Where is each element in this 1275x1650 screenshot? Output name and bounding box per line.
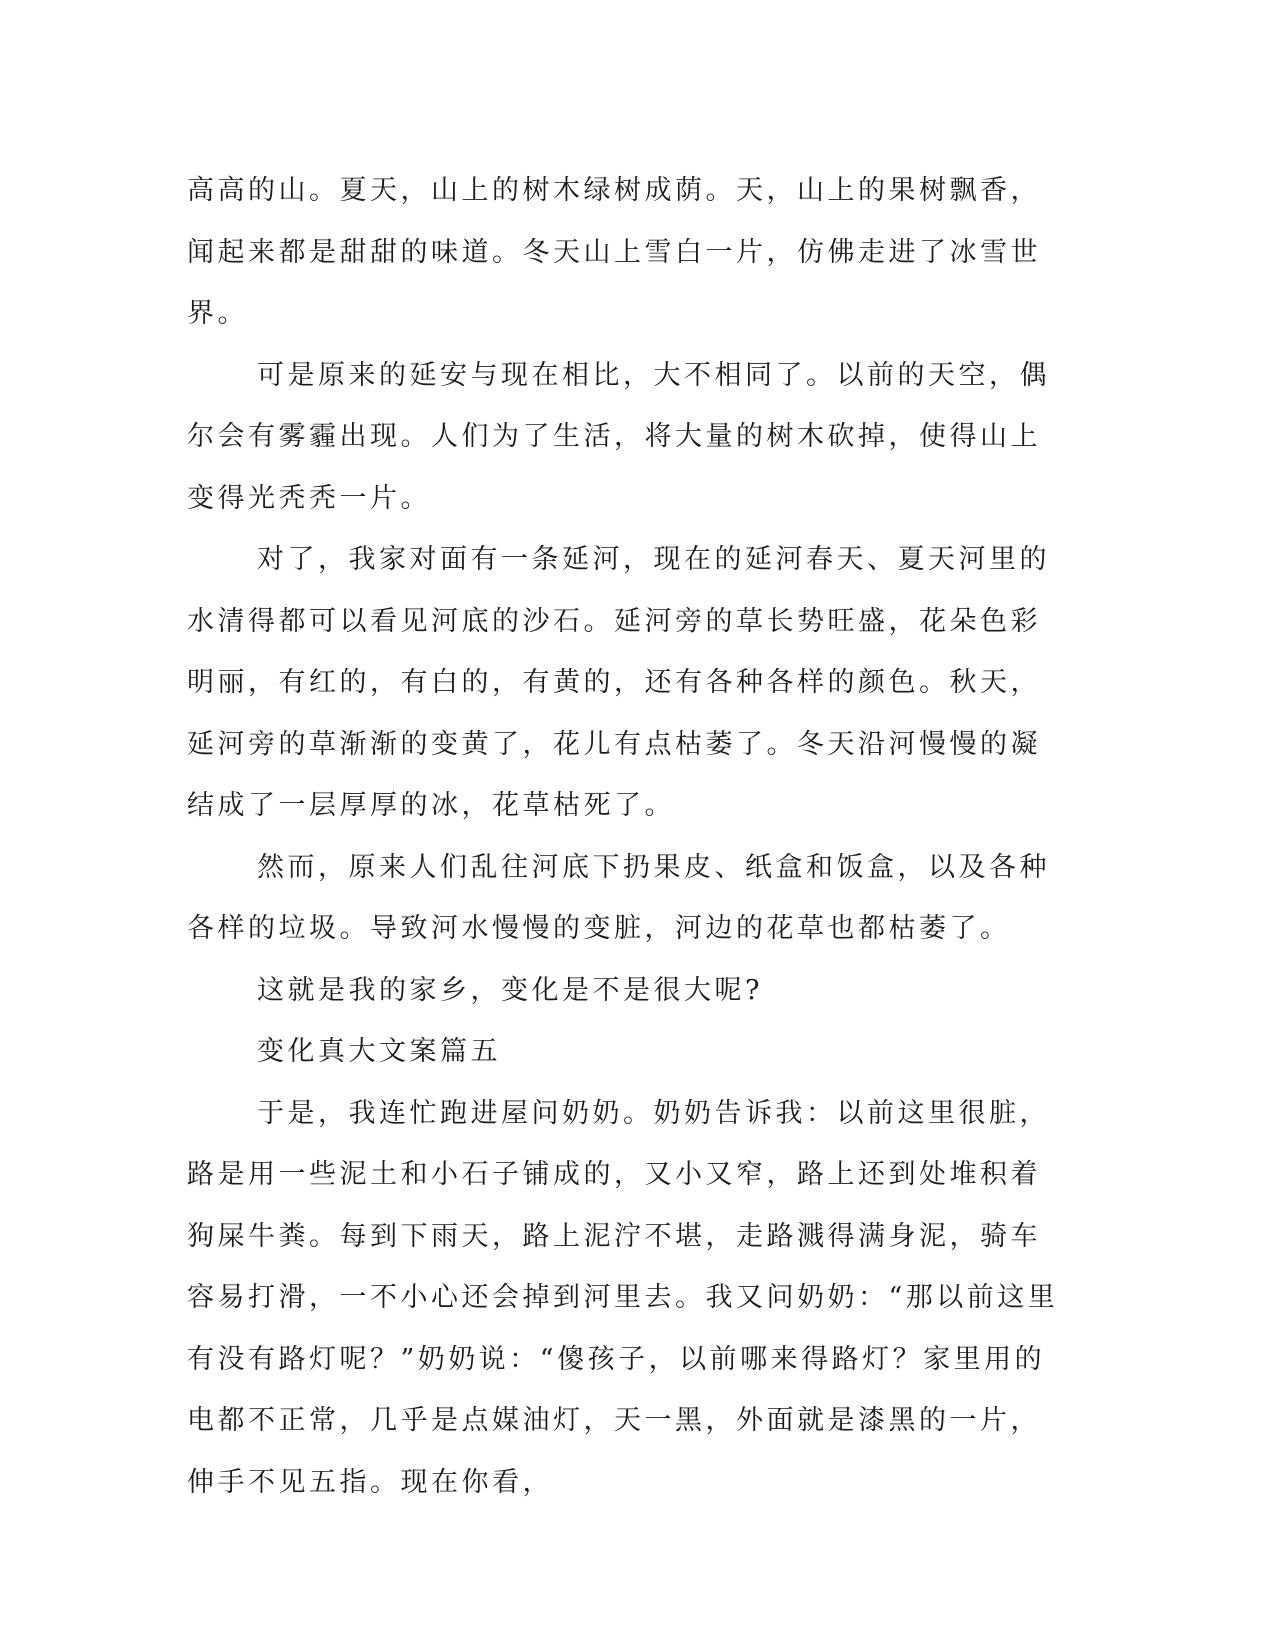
paragraph-6: 于是，我连忙跑进屋问奶奶。奶奶告诉我：以前这里很脏，路是用一些泥土和小石子铺成的，又小又窄，路上还到处堆积着狗屎牛粪。每到下雨天，路上泥泞不堪，走路溅得满身泥，骑车容易打滑，一不小心还会掉到河里去。我又问奶奶：“那以前这里有没有路灯呢？”奶奶说：“傻孩子，以前哪来得路灯？家里用的电都不正常，几乎是点媒油灯，天一黑，外面就是漆黑的一片，伸手不见五指。现在你看， [187, 1097, 1059, 1498]
paragraph-4: 然而，原来人们乱往河底下扔果皮、纸盒和饭盒，以及各种各样的垃圾。导致河水慢慢的变脏，河边的花草也都枯萎了。 [187, 851, 1050, 944]
section-heading: 变化真大文案篇五 [257, 1036, 501, 1067]
paragraph-2: 可是原来的延安与现在相比，大不相同了。以前的天空，偶尔会有雾霾出现。人们为了生活，将大量的树木砍掉，使得山上变得光秃秃一片。 [187, 359, 1050, 514]
document-body [187, 160, 1067, 1513]
paragraph-3: 对了，我家对面有一条延河，现在的延河春天、夏天河里的水清得都可以看见河底的沙石。延河旁的草长势旺盛，花朵色彩明丽，有红的，有白的，有黄的，还有各种各样的颜色。秋天，延河旁的草渐渐的变黄了，花儿有点枯萎了。冬天沿河慢慢的凝结成了一层厚厚的冰，花草枯死了。 [187, 544, 1050, 821]
paragraph-1: 高高的山。夏天，山上的树木绿树成荫。天，山上的果树飘香，闻起来都是甜甜的味道。冬天山上雪白一片，仿佛走进了冰雪世界。 [187, 175, 1041, 329]
paragraph-5: 这就是我的家乡，变化是不是很大呢? [257, 974, 763, 1006]
